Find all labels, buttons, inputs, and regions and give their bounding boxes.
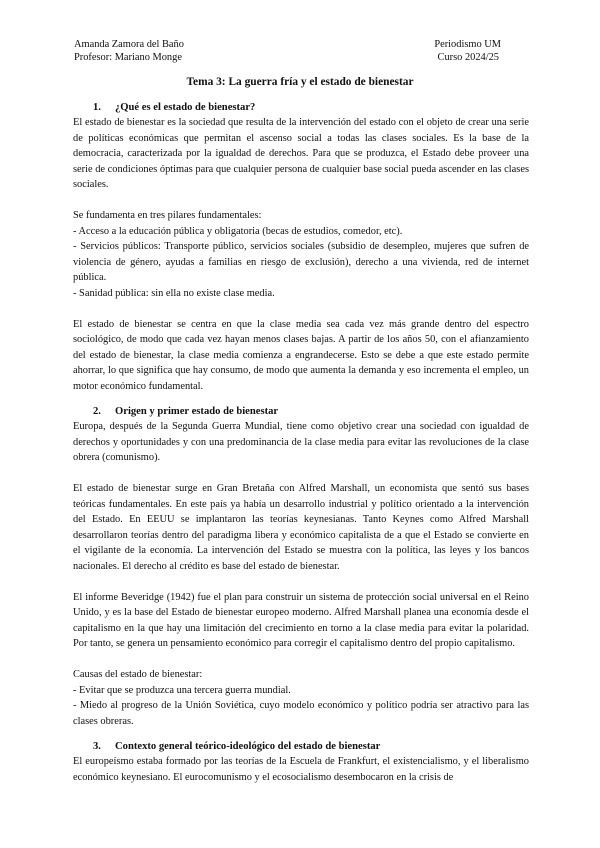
list-item: - Servicios públicos: Transporte público, servicios sociales (subsidio de desempleo, mujeres que sufren de violencia de género, ayudas a familias en riesgo de exclusión), derecho a una vivienda, red de internet pública. — [73, 241, 529, 283]
section-title: Origen y primer estado de bienestar — [115, 406, 279, 417]
section-number: 1. — [93, 102, 101, 113]
subject-name: Periodismo UM — [434, 39, 501, 50]
list-item: - Evitar que se produzca una tercera guerra mundial. — [73, 684, 291, 696]
section-heading — [73, 405, 529, 419]
paragraph: El europeísmo estaba formado por las teorías de la Escuela de Frankfurt, el existencialismo, y el liberalismo económico keynesiano. El eurocomunismo y el ecosocialismo desembocaron en la crisis de — [73, 756, 529, 783]
document-title: Tema 3: La guerra fría y el estado de bienestar — [186, 76, 414, 88]
paragraph: El estado de bienestar se centra en que la clase media sea cada vez más grande dentro del espectro sociológico, de modo que cada vez hayan menos clases bajas. A partir de los años 50, con el afianzamiento del estado de bienestar, la clase media comienza a engrandecerse. Esto se debe a que este estado permite ahorrar, lo que significa que hay consumo, de modo que aumenta la demanda y eso incrementa el empleo, un motor económico fundamental. — [73, 318, 529, 392]
section-heading — [73, 101, 529, 115]
list-item: - Miedo al progreso de la Unión Soviética, cuyo modelo económico y político podría ser atractivo para las clases obreras. — [73, 700, 529, 727]
list-intro: Causas del estado de bienestar: — [73, 669, 203, 680]
section-heading — [73, 740, 529, 754]
paragraph: El estado de bienestar es la sociedad que resulta de la intervención del estado con el objeto de crear una serie de políticas económicas que permitan el ascenso social a todas las clases sociales. Es la base de la democracia, caracterizada por la igualdad de derechos. Para que se produzca, el Estado debe proveer una serie de condiciones óptimas para que cualquier persona de cualquier base social pueda ascender en las clases sociales. — [73, 117, 529, 190]
header-left — [74, 38, 184, 64]
paragraph: Europa, después de la Segunda Guerra Mundial, tiene como objetivo crear una sociedad con igualdad de derechos y oportunidades y con una predominancia de la clase media para evitar las revoluciones de la clase obrera (comunismo). — [73, 421, 529, 463]
header-right — [434, 38, 501, 64]
paragraph: El informe Beveridge (1942) fue el plan para construir un sistema de protección social universal en el Reino Unido, y es la base del Estado de bienestar europeo moderno. Alfred Marshall planea una economía desde el capitalismo en la que hay una limitación del crecimiento en torno a la clase media para evitar la polaridad. Por tanto, se genera un pensamiento económico para corregir el capitalismo dentro del propio capitalismo. — [73, 591, 529, 649]
section-title: Contexto general teórico-ideológico del estado de bienestar — [115, 741, 381, 752]
list-item: - Sanidad pública: sin ella no existe clase media. — [73, 287, 275, 299]
list-intro: Se fundamenta en tres pilares fundamentales: — [73, 210, 262, 221]
section-number: 3. — [93, 741, 101, 752]
document-body — [73, 101, 529, 785]
section-title: ¿Qué es el estado de bienestar? — [115, 102, 256, 113]
section-number: 2. — [93, 406, 101, 417]
course-year: Curso 2024/25 — [437, 52, 499, 63]
paragraph: El estado de bienestar surge en Gran Bretaña con Alfred Marshall, un economista que sentó sus bases teóricas fundamentales. En este país ya había un desarrollo industrial y político orientado a la intervención del Estado. En EEUU se implantaron las teorías keynesianas. Tanto Keynes como Alfred Marshall desarrollaron teorías dentro del paradigma libera y económico capitalista de a que el Estado se convierte en el vigilante de la economía. La intervención del Estado se muestra con la política, las leyes y los bancos nacionales. El derecho al crédito es base del estado de bienestar. — [73, 483, 529, 572]
author-name: Amanda Zamora del Baño — [74, 39, 184, 50]
list-item: - Acceso a la educación pública y obligatoria (becas de estudios, comedor, etc). — [73, 225, 403, 237]
professor-name: Profesor: Mariano Monge — [74, 52, 182, 63]
